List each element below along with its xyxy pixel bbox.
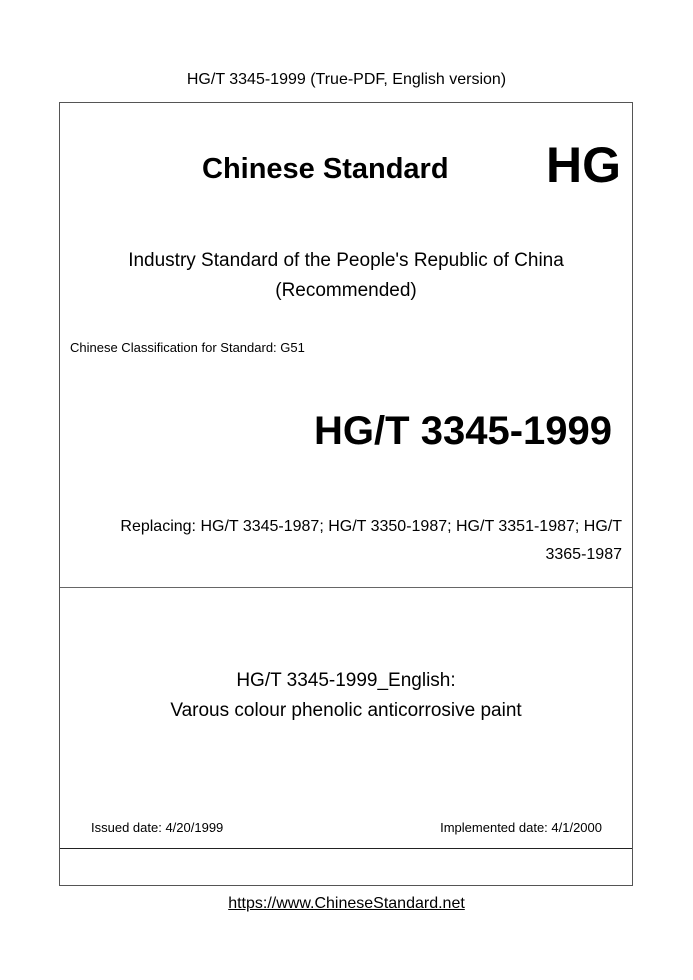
industry-line: Industry Standard of the People's Republic of China bbox=[128, 250, 564, 271]
implemented-date: Implemented date: 4/1/2000 bbox=[440, 820, 602, 835]
document-subtitle: Varous colour phenolic anticorrosive paint bbox=[170, 700, 522, 721]
issued-date: Issued date: 4/20/1999 bbox=[91, 820, 224, 835]
replacing-line: Replacing: HG/T 3345-1987; HG/T 3350-1987; HG/T 3351-1987; HG/T 3365-1987 bbox=[120, 518, 622, 563]
classification-line: Chinese Classification for Standard: G51 bbox=[70, 340, 305, 355]
document-title: HG/T 3345-1999_English: bbox=[236, 670, 456, 691]
cover-lower-section bbox=[60, 588, 632, 849]
cover-upper-section bbox=[60, 103, 632, 588]
footer bbox=[0, 894, 693, 914]
standard-code: HG bbox=[546, 137, 621, 193]
recommended-line: (Recommended) bbox=[275, 280, 417, 301]
standard-label: Chinese Standard bbox=[202, 153, 449, 185]
cover-frame bbox=[59, 102, 633, 886]
page-header: HG/T 3345-1999 (True-PDF, English version) bbox=[186, 71, 507, 88]
standard-number: HG/T 3345-1999 bbox=[314, 409, 612, 453]
website-link[interactable]: https://www.ChineseStandard.net bbox=[228, 895, 465, 912]
